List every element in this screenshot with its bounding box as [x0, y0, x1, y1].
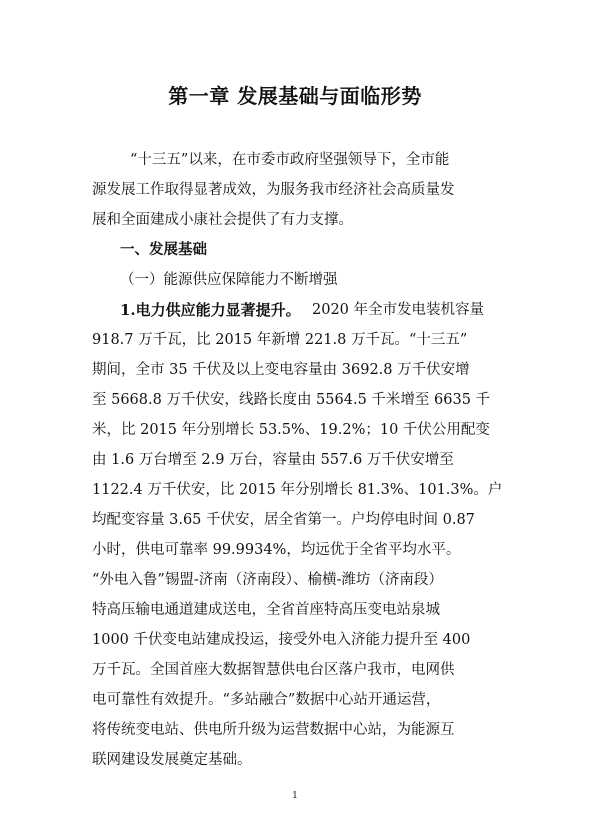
item-line-text: 小时，供电可靠率 99.9934%，均远优于全省平均水平。	[92, 542, 461, 558]
intro-text-3: 展和全面建成小康社会提供了有力支撑。	[92, 212, 353, 228]
item-line-text: “外电入鲁”锡盟-济南（济南段）、榆横-潍坊（济南段）	[92, 572, 443, 588]
item-line-text: 918.7 万千瓦，比 2015 年新增 221.8 万千瓦。“十三五”	[92, 332, 468, 348]
item-line-text: 至 5668.8 万千伏安，线路长度由 5564.5 千米增至 6635 千	[92, 392, 491, 408]
item-line-text: 将传统变电站、供电所升级为运营数据中心站，为能源互	[92, 722, 455, 738]
item-line-text: 均配变容量 3.65 千伏安，居全省第一。户均停电时间 0.87	[92, 512, 475, 528]
item-line-text: 电可靠性有效提升。“多站融合”数据中心站开通运营，	[92, 692, 441, 708]
item-line-text: 联网建设发展奠定基础。	[92, 752, 252, 768]
intro-text-2: 源发展工作取得显著成效，为服务我市经济社会高质量发	[92, 182, 455, 198]
item-line-text: 万千瓦。全国首座大数据智慧供电台区落户我市，电网供	[92, 662, 455, 678]
sub-heading: （一）能源供应保障能力不断增强	[120, 272, 338, 288]
item-line-text: 米，比 2015 年分别增长 53.5%、19.2%；10 千伏公用配变	[92, 422, 490, 438]
section-heading: 一、发展基础	[120, 242, 207, 258]
item-lead: 1.电力供应能力显著提升。	[120, 301, 301, 319]
item-line-text: 由 1.6 万台增至 2.9 万台，容量由 557.6 万千伏安增至	[92, 452, 454, 468]
item-line-text: 1122.4 万千伏安，比 2015 年分别增长 81.3%、101.3%。户	[92, 482, 503, 498]
item-line-text: 特高压输电通道建成送电，全省首座特高压变电站泉城	[92, 602, 440, 618]
chapter-title: 第一章 发展基础与面临形势	[168, 84, 422, 108]
item-line-text: 1000 千伏变电站建成投运，接受外电入济能力提升至 400	[92, 632, 471, 648]
item-line-text: 期间，全市 35 千伏及以上变电容量由 3692.8 万千伏安增	[92, 362, 470, 378]
intro-text-1: “十三五”以来，在市委市政府坚强领导下，全市能	[130, 152, 450, 168]
page-number: 1	[292, 791, 298, 801]
item-first-line-rest: 2020 年全市发电装机容量	[312, 302, 485, 318]
